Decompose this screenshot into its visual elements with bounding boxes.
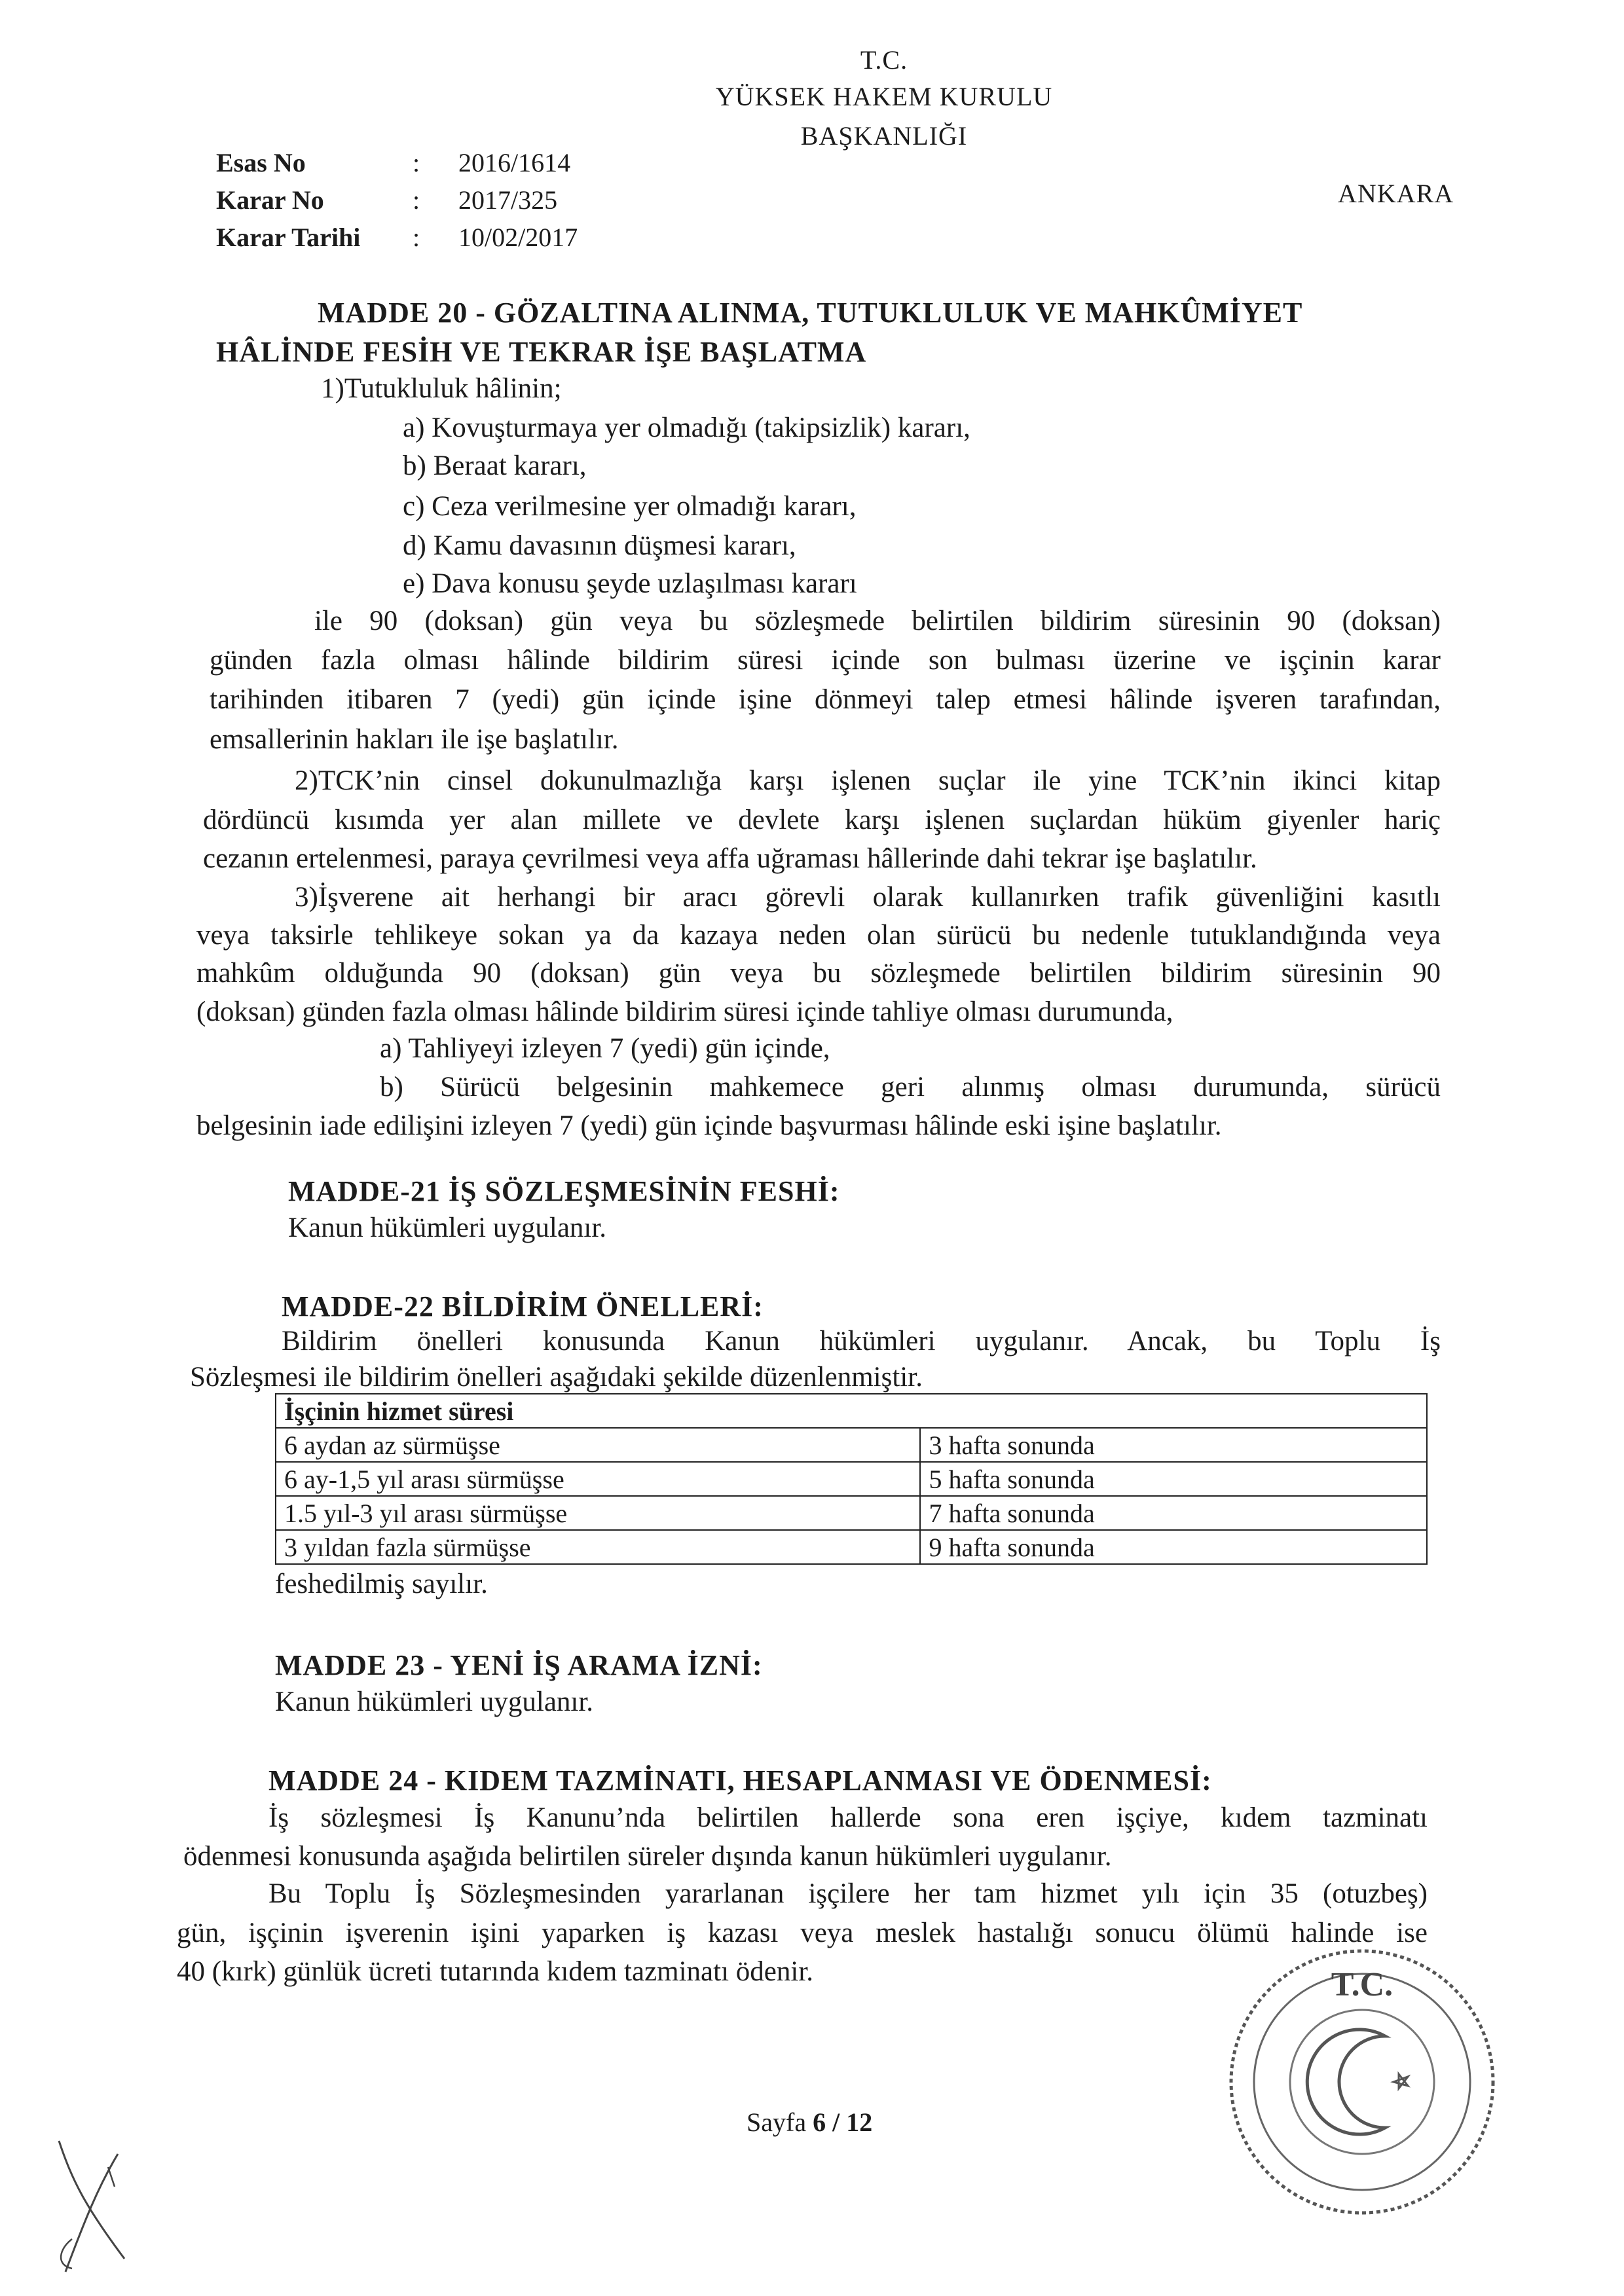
article-22-title: MADDE-22 BİLDİRİM ÖNELLERİ:	[282, 1290, 764, 1322]
article-20-p1-line: tarihinden itibaren 7 (yedi) gün içinde işine dönmeyi talep etmesi hâlinde işveren tarafından,	[210, 684, 1441, 715]
duration-cell: 6 ay-1,5 yıl arası sürmüşse	[276, 1462, 920, 1496]
article-24-p2-line: 40 (kırk) günlük ücreti tutarında kıdem tazminatı ödenir.	[177, 1956, 814, 1987]
article-20-p3-item-b-line: b) Sürücü belgesinin mahkemece geri alınmış olması durumunda, sürücü	[380, 1072, 1441, 1102]
article-20-item-c: c) Ceza verilmesine yer olmadığı kararı,	[403, 491, 857, 522]
meta-label: Karar No	[216, 185, 324, 215]
article-23-title: MADDE 23 - YENİ İŞ ARAMA İZNİ:	[275, 1649, 763, 1681]
meta-colon: :	[413, 223, 420, 252]
article-24-p1-line: İş sözleşmesi İş Kanunu’nda belirtilen hallerde sona eren işçiye, kıdem tazminatı	[268, 1802, 1428, 1833]
article-20-p2-line: 2)TCK’nin cinsel dokunulmazlığa karşı işlenen suçlar ile yine TCK’nin ikinci kitap	[295, 765, 1441, 796]
header-institution: YÜKSEK HAKEM KURULU	[715, 82, 1053, 111]
page-number: 6 / 12	[813, 2107, 873, 2137]
meta-row-tarih	[216, 219, 578, 256]
article-22-after-table: feshedilmiş sayılır.	[275, 1569, 488, 1599]
article-20-p3-item-b-line: belgesinin iade edilişini izleyen 7 (yedi) gün içinde başvurması hâlinde eski işine başlatılır.	[196, 1110, 1222, 1141]
article-24-title: MADDE 24 - KIDEM TAZMİNATI, HESAPLANMASI VE ÖDENMESİ:	[268, 1764, 1212, 1796]
article-20-p2-line: cezanın ertelenmesi, paraya çevrilmesi veya affa uğraması hâllerinde dahi tekrar işe başlatılır.	[203, 843, 1257, 874]
article-20-p3-line: mahkûm olduğunda 90 (doksan) gün veya bu sözleşmede belirtilen bildirim süresinin 90	[196, 958, 1441, 989]
meta-label: Esas No	[216, 148, 306, 177]
header-tc: T.C.	[860, 45, 908, 75]
duration-cell: 3 yıldan fazla sürmüşse	[276, 1530, 920, 1564]
article-20-item-e: e) Dava konusu şeyde uzlaşılması kararı	[403, 568, 857, 599]
article-20-p1-line: ile 90 (doksan) gün veya bu sözleşmede belirtilen bildirim süresinin 90 (doksan)	[314, 606, 1441, 636]
article-20-p2-line: dördüncü kısımda yer alan millete ve devlete karşı işlenen suçlardan hüküm giyenler hariç	[203, 805, 1441, 835]
meta-value: 10/02/2017	[458, 223, 578, 252]
article-20-p3-line: 3)İşverene ait herhangi bir aracı görevli olarak kullanırken trafik güvenliğini kasıtlı	[295, 882, 1441, 913]
article-20-item-b: b) Beraat kararı,	[403, 450, 587, 481]
official-seal-icon	[1218, 1938, 1506, 2226]
page-footer	[747, 2107, 872, 2138]
notice-cell: 5 hafta sonunda	[920, 1462, 1427, 1496]
table-header-row	[276, 1394, 1427, 1428]
article-20-p3-item-a: a) Tahliyeyi izleyen 7 (yedi) gün içinde,	[380, 1033, 830, 1064]
notice-period-table	[275, 1393, 1428, 1565]
duration-cell: 1.5 yıl-3 yıl arası sürmüşse	[276, 1496, 920, 1530]
meta-value: 2016/1614	[458, 148, 571, 177]
article-20-p1-line: günden fazla olması hâlinde bildirim süresi içinde son bulması üzerine ve işçinin karar	[210, 645, 1441, 676]
article-20-item-a: a) Kovuşturmaya yer olmadığı (takipsizlik) kararı,	[403, 412, 970, 443]
header-presidency: BAŞKANLIĞI	[800, 121, 968, 151]
article-20-item-d: d) Kamu davasının düşmesi kararı,	[403, 530, 796, 561]
article-24-p2-line: Bu Toplu İş Sözleşmesinden yararlanan işçilere her tam hizmet yılı için 35 (otuzbeş)	[268, 1878, 1428, 1909]
notice-cell: 9 hafta sonunda	[920, 1530, 1427, 1564]
handwritten-initials-icon	[46, 2128, 151, 2285]
article-21-title: MADDE-21 İŞ SÖZLEŞMESİNİN FESHİ:	[288, 1175, 840, 1207]
article-20-p1-line: emsallerinin hakları ile işe başlatılır.	[210, 724, 619, 755]
article-20-title-line1: MADDE 20 - GÖZALTINA ALINMA, TUTUKLULUK VE MAHKÛMİYET	[318, 297, 1303, 329]
page-label: Sayfa	[747, 2107, 807, 2137]
meta-value: 2017/325	[458, 185, 558, 215]
table-header-cell: İşçinin hizmet süresi	[276, 1394, 1427, 1428]
meta-colon: :	[413, 148, 420, 177]
meta-row-karar	[216, 181, 578, 219]
table-row	[276, 1530, 1427, 1564]
notice-cell: 3 hafta sonunda	[920, 1428, 1427, 1462]
article-20-title-line2: HÂLİNDE FESİH VE TEKRAR İŞE BAŞLATMA	[216, 336, 867, 368]
article-24-p1-line: ödenmesi konusunda aşağıda belirtilen süreler dışında kanun hükümleri uygulanır.	[183, 1841, 1112, 1872]
article-21-text: Kanun hükümleri uygulanır.	[288, 1212, 607, 1243]
article-20-p3-line: (doksan) günden fazla olması hâlinde bildirim süresi içinde tahliye olması durumunda,	[196, 996, 1173, 1027]
table-row	[276, 1462, 1427, 1496]
duration-cell: 6 aydan az sürmüşse	[276, 1428, 920, 1462]
article-20-p1-intro: 1)Tutukluluk hâlinin;	[321, 373, 562, 404]
table-row	[276, 1496, 1427, 1530]
notice-cell: 7 hafta sonunda	[920, 1496, 1427, 1530]
article-20-p3-line: veya taksirle tehlikeye sokan ya da kazaya neden olan sürücü bu nedenle tutuklandığında veya	[196, 920, 1441, 951]
article-22-line: Sözleşmesi ile bildirim önelleri aşağıdaki şekilde düzenlenmiştir.	[190, 1362, 923, 1393]
article-23-text: Kanun hükümleri uygulanır.	[275, 1686, 594, 1717]
article-24-p2-line: gün, işçinin işverenin işini yaparken iş kazası veya meslek hastalığı sonucu ölümü halinde ise	[177, 1918, 1428, 1948]
meta-row-esas	[216, 144, 578, 181]
header-city: ANKARA	[1338, 179, 1454, 208]
seal-text: T.C.	[1331, 1966, 1393, 2003]
meta-colon: :	[413, 185, 420, 215]
meta-label: Karar Tarihi	[216, 223, 361, 252]
table-row	[276, 1428, 1427, 1462]
case-metadata	[216, 144, 578, 256]
article-22-line: Bildirim önelleri konusunda Kanun hükümleri uygulanır. Ancak, bu Toplu İş	[282, 1326, 1441, 1357]
